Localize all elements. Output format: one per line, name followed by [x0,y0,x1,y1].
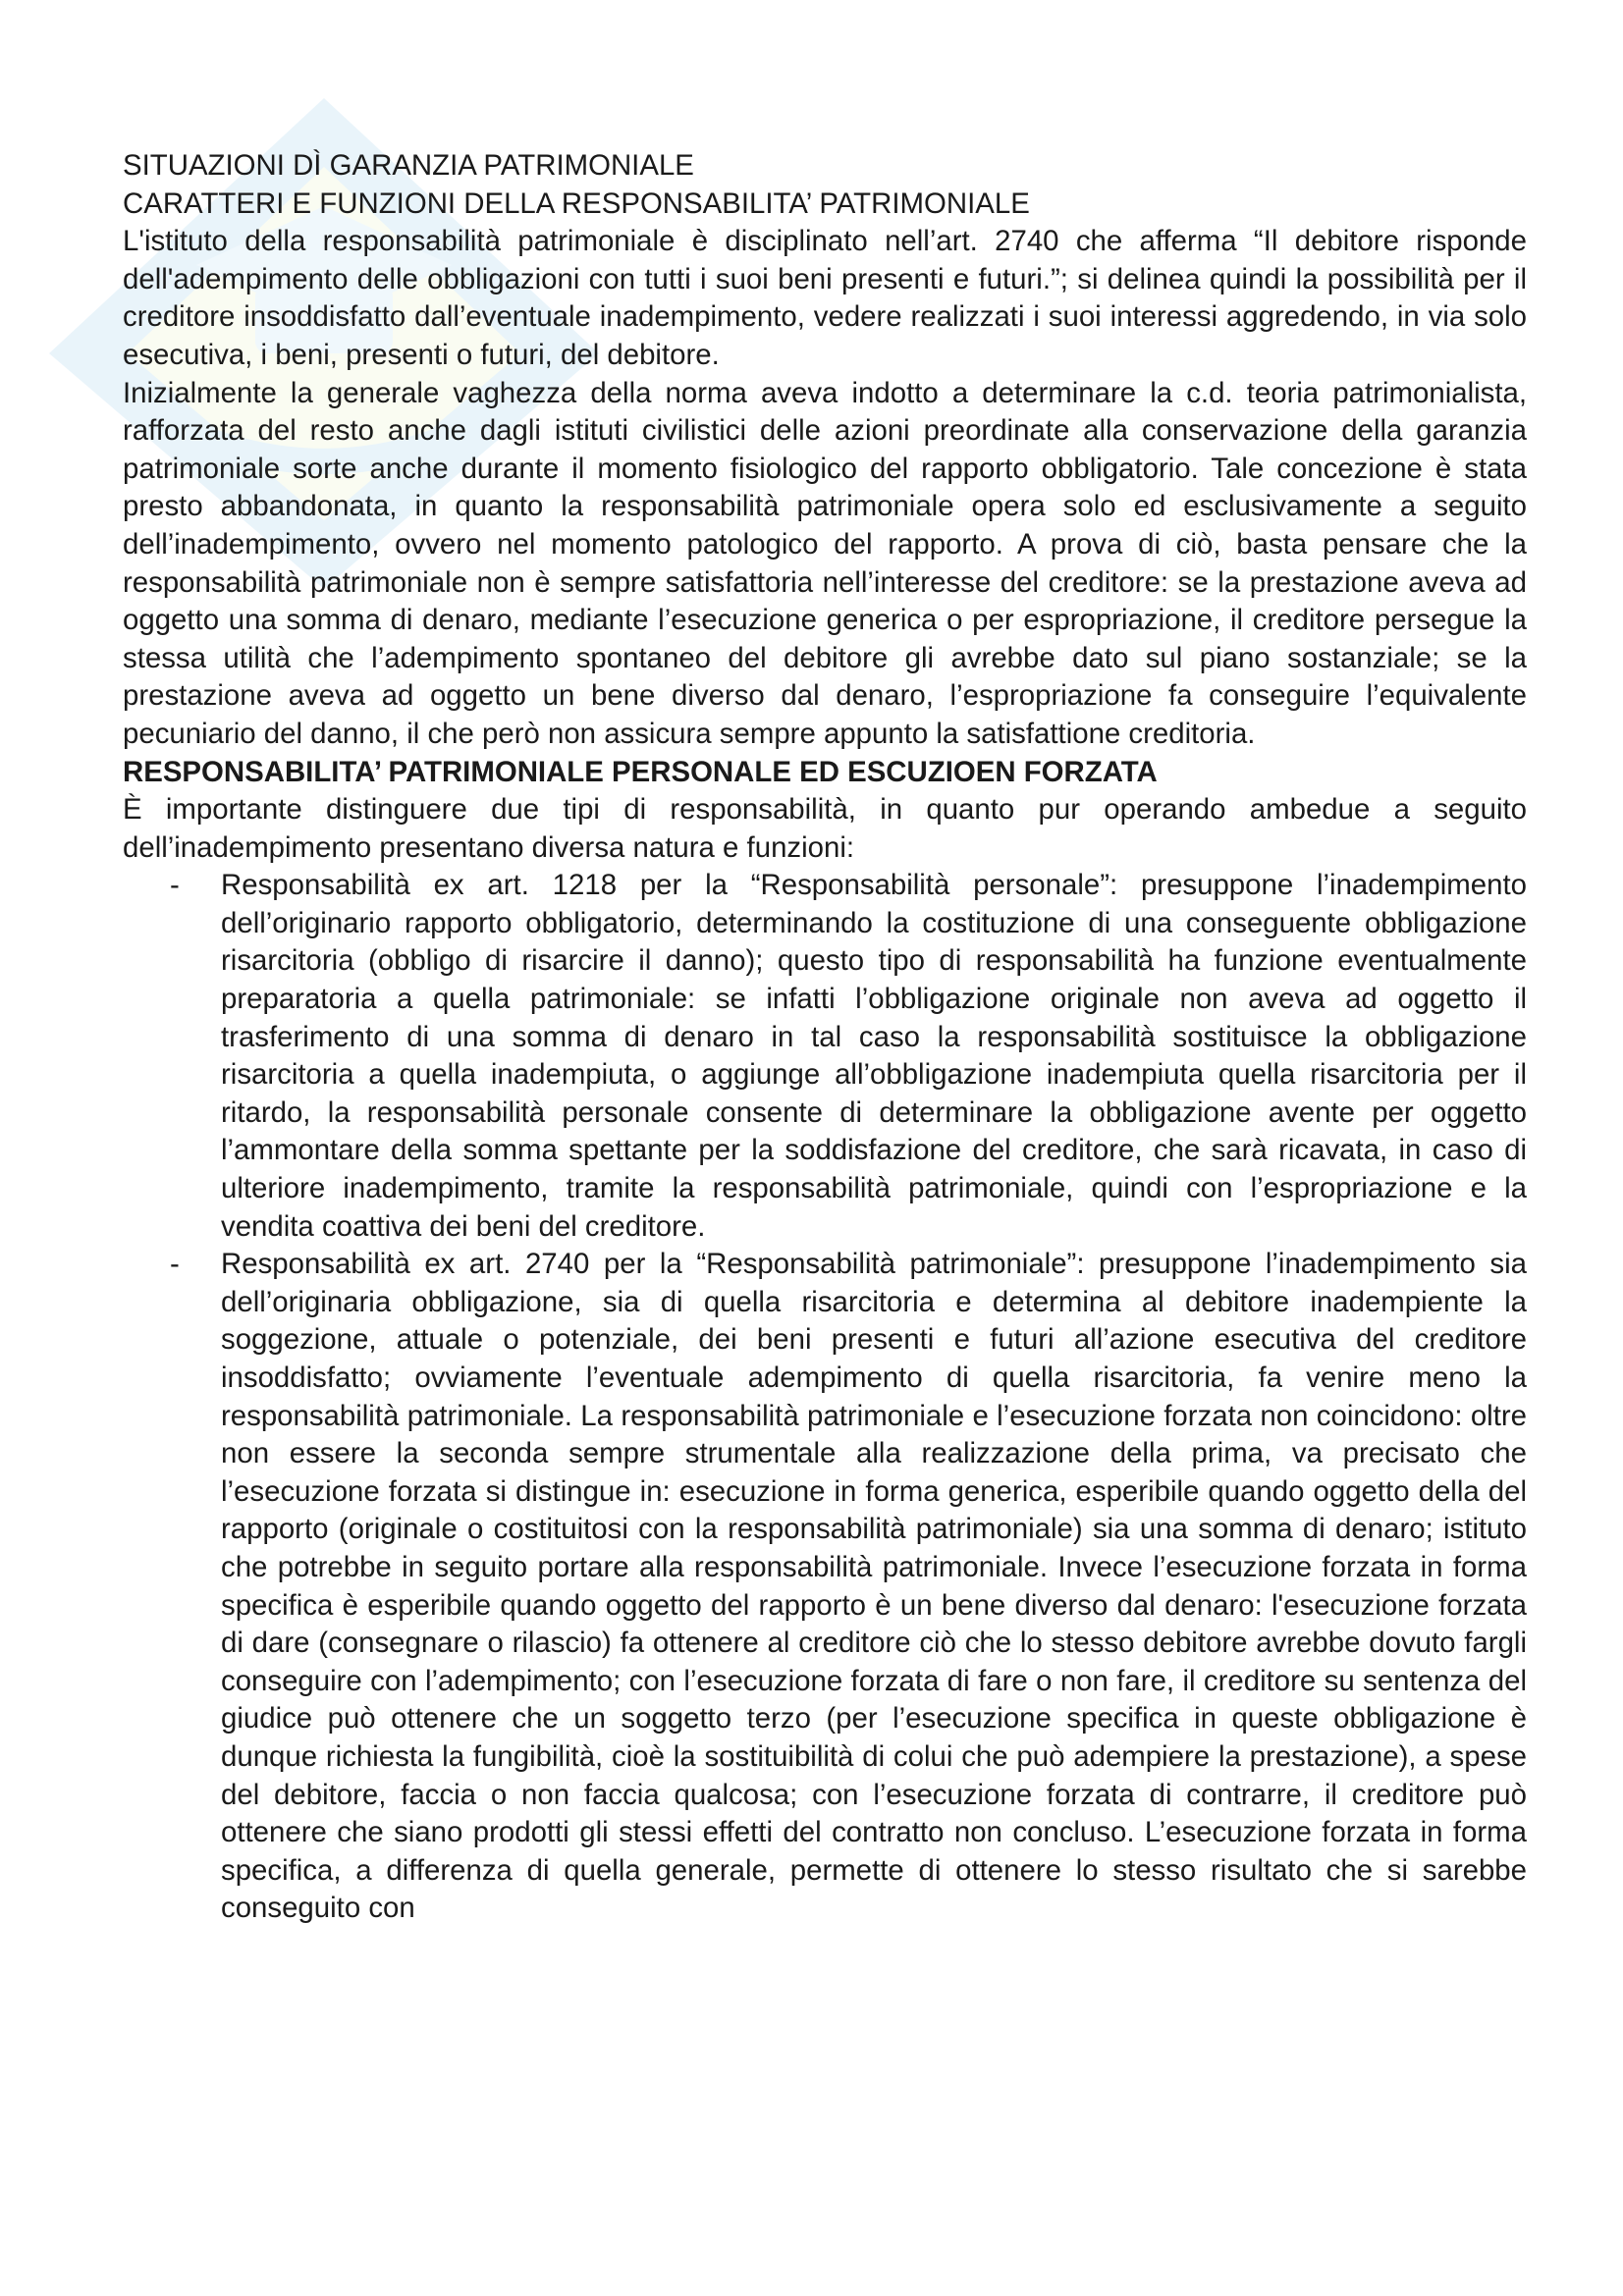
list-item [170,1246,1527,1928]
paragraph: L'istituto della responsabilità patrimoniale è disciplinato nell’art. 2740 che afferma “Il debitore risponde dell'adempimento delle obbligazioni con tutti i suoi beni presenti e futuri.”; si delinea quindi la possibilità per il creditore insoddisfatto dall’eventuale inadempimento, vedere realizzati i suoi interessi aggredendo, in via solo esecutiva, i beni, presenti o futuri, del debitore. [123,225,1527,371]
list-item [170,867,1527,1246]
responsibility-list [123,867,1527,1928]
section-title-caratteri: CARATTERI E FUNZIONI DELLA RESPONSABILITA’ PATRIMONIALE [123,187,1030,220]
section-heading-responsabilita: RESPONSABILITA’ PATRIMONIALE PERSONALE ED ESCUZIOEN FORZATA [123,755,1158,788]
dash-bullet: - [170,869,180,902]
paragraph: Inizialmente la generale vaghezza della norma aveva indotto a determinare la c.d. teoria patrimonialista, rafforzata del resto anche dagli istituti civilistici delle azioni preordinate alla conservazione della garanzia patrimoniale sorte anche durante il momento fisiologico del rapporto obbligatorio. Tale concezione è stata presto abbandonata, in quanto la responsabilità patrimoniale opera solo ed esclusivamente a seguito dell’inadempimento, ovvero nel momento patologico del rapporto. A prova di ciò, basta pensare che la responsabilità patrimoniale non è sempre satisfattoria nell’interesse del creditore: se la prestazione aveva ad oggetto una somma di denaro, mediante l’esecuzione generica o per espropriazione, il creditore persegue la stessa utilità che l’adempimento spontaneo del debitore gli avrebbe dato sul piano sostanziale; se la prestazione aveva ad oggetto un bene diverso dal denaro, l’espropriazione fa conseguire l’equivalente pecuniario del danno, il che però non assicura sempre appunto la satisfattione creditoria. [123,376,1527,750]
list-item-text: Responsabilità ex art. 2740 per la “Responsabilità patrimoniale”: presuppone l’inadempimento sia dell’originaria obbligazione, sia di quella risarcitoria e determina al debitore inadempiente la soggezione, attuale o potenziale, dei beni presenti e futuri all’azione esecutiva del creditore insoddisfatto; ovviamente l’eventuale adempimento di quella risarcitoria, fa venire meno la responsabilità patrimoniale. La responsabilità patrimoniale e l’esecuzione forzata non coincidono: oltre non essere la seconda sempre strumentale alla realizzazione della prima, va precisato che l’esecuzione forzata si distingue in: esecuzione in forma generica, esperibile quando oggetto della del rapporto (originale o costituitosi con la responsabilità patrimoniale) sia una somma di denaro; istituto che potrebbe in seguito portare alla responsabilità patrimoniale. Invece l’esecuzione forzata in forma specifica è esperibile quando oggetto del rapporto è un bene diverso dal denaro: l'esecuzione forzata di dare (consegnare o rilascio) fa ottenere al creditore ciò che lo stesso debitore avrebbe dovuto fargli conseguire con l’adempimento; con l’esecuzione forzata di fare o non fare, il creditore su sentenza del giudice può ottenere che un soggetto terzo (per l’esecuzione specifica in queste obbligazione è dunque richiesta la fungibilità, cioè la sostituibilità di colui che può adempiere la prestazione), a spese del debitore, faccia o non faccia qualcosa; con l’esecuzione forzata di contrarre, il creditore può ottenere che siano prodotti gli stessi effetti del contratto non concluso. L’esecuzione forzata in forma specifica, a differenza di quella generale, permette di ottenere lo stesso risultato che si sarebbe conseguito con [221,1248,1527,1925]
section-intro: È importante distinguere due tipi di responsabilità, in quanto pur operando ambedue a seguito dell’inadempimento presentano diversa natura e funzioni: [123,793,1527,864]
list-item-text: Responsabilità ex art. 1218 per la “Responsabilità personale”: presuppone l’inadempimento dell’originario rapporto obbligatorio, determinando la costituzione di una conseguente obbligazione risarcitoria (obbligo di risarcire il danno); questo tipo di responsabilità ha funzione eventualmente preparatoria a quella patrimoniale: se infatti l’obbligazione originale non aveva ad oggetto il trasferimento di una somma di denaro in tal caso la responsabilità sostituisce la obbligazione risarcitoria a quella inadempiuta, o aggiunge all’obbligazione inadempiuta quella risarcitoria per il ritardo, la responsabilità personale consente di determinare la obbligazione avente per oggetto l’ammontare della somma spettante per la soddisfazione del creditore, che sarà ricavata, in caso di ulteriore inadempimento, tramite la responsabilità patrimoniale, quindi con l’espropriazione e la vendita coattiva dei beni del creditore. [221,869,1527,1243]
document-title: SITUAZIONI DÌ GARANZIA PATRIMONIALE [123,149,694,182]
document-body [123,147,1527,1928]
dash-bullet: - [170,1248,180,1281]
